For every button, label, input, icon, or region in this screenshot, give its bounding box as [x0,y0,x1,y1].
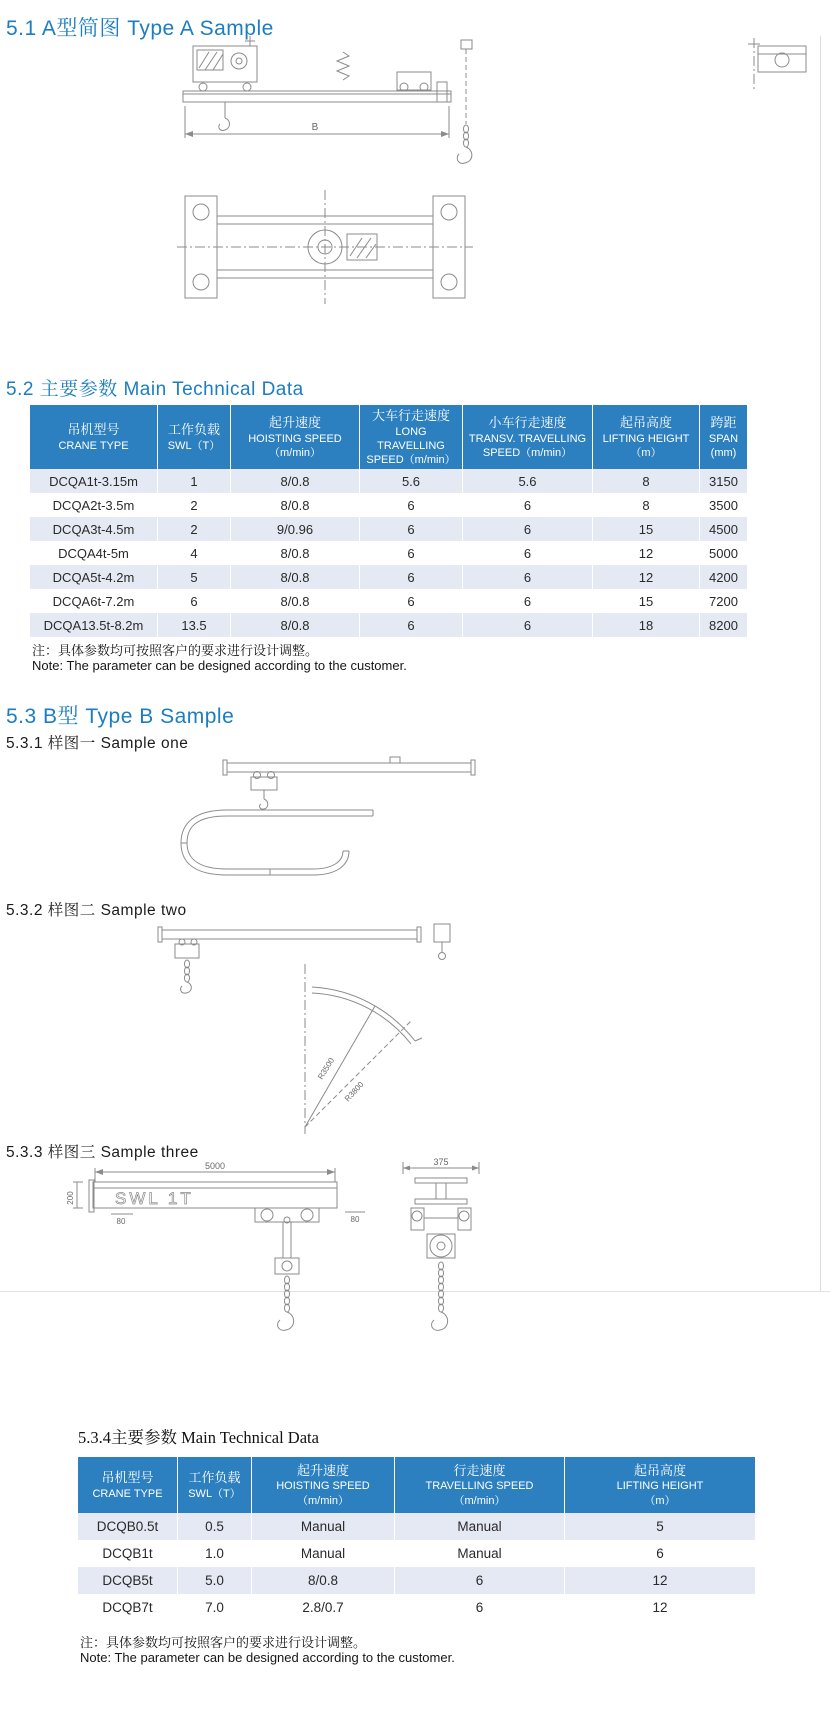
table-b-header [78,1457,755,1513]
col-header-lifting-height [565,1457,755,1513]
col-header-zh: 大车行走速度 [371,408,450,423]
table-cell: 15 [593,589,700,613]
col-header-en: TRAVELLING SPEED [425,1480,534,1493]
type-a-data-table [30,405,747,637]
col-header-unit: （m/min） [297,1494,349,1507]
col-header-unit: (mm) [710,446,737,459]
type-a-end-view-fragment [742,36,822,96]
table-cell: DCQA4t-5m [30,541,158,565]
table-cell: 6 [463,493,593,517]
table-row [78,1513,755,1540]
table-cell: 8/0.8 [231,469,360,493]
table-cell: 6 [395,1567,565,1594]
col-header-zh: 工作负载 [167,422,220,438]
table-cell: 8200 [700,613,747,637]
table-cell: 12 [593,541,700,565]
table-cell: 5 [158,565,231,589]
col-header-zh: 吊机型号 [101,1470,154,1486]
section-5-1-title: 5.1 A型简图 Type A Sample [6,17,274,40]
table-cell: DCQA6t-7.2m [30,589,158,613]
table-cell: 1.0 [178,1540,252,1567]
table-row [30,589,747,613]
table-row [30,469,747,493]
table-cell: 9/0.96 [231,517,360,541]
type-b-sample-one-drawing [165,755,485,885]
table-row [30,565,747,589]
section-5-3-2-title: 5.3.2 样图二 Sample two [6,902,187,919]
table-cell: Manual [395,1513,565,1540]
table-cell: 12 [565,1567,755,1594]
table-cell: 2 [158,493,231,517]
col-header-unit: （m） [630,446,662,459]
table-cell: 6 [360,493,463,517]
table-cell: 6 [360,517,463,541]
table-cell: DCQA1t-3.15m [30,469,158,493]
table-cell: 2.8/0.7 [252,1594,395,1621]
col-header-hoisting-speed [231,405,360,469]
col-header-en: HOISTING SPEED [248,432,342,445]
col-header-zh: 吊机型号 [67,422,120,438]
table-cell: 5.6 [463,469,593,493]
table-cell: 0.5 [178,1513,252,1540]
section-5-3-4-title: 5.3.4主要参数 Main Technical Data [78,1428,319,1447]
table-cell: 8/0.8 [231,493,360,517]
table-cell: 6 [360,541,463,565]
table-cell: 7.0 [178,1594,252,1621]
col-header-travelling-speed [395,1457,565,1513]
table-cell: 6 [360,565,463,589]
table-cell: 12 [593,565,700,589]
table-cell: 5.6 [360,469,463,493]
type-b-data-table [78,1457,755,1621]
dimension-label-200: 200 [66,1191,75,1205]
table-cell: 8 [593,469,700,493]
col-header-en: CRANE TYPE [92,1487,163,1500]
table-cell: 3150 [700,469,747,493]
col-header-crane-type [30,405,158,469]
type-a-data-table-wrap [30,405,747,637]
table-cell: 4200 [700,565,747,589]
table-cell: Manual [252,1513,395,1540]
swl-marking: SWL 1T [115,1189,194,1208]
table-cell: 6 [158,589,231,613]
table-cell: DCQA2t-3.5m [30,493,158,517]
table-cell: 8/0.8 [231,613,360,637]
table-cell: DCQB5t [78,1567,178,1594]
dimension-label-b: B [311,122,319,133]
table-cell: 8/0.8 [252,1567,395,1594]
type-a-front-elevation-drawing [175,34,475,169]
col-header-en: SWL（T） [188,1487,241,1500]
col-header-zh: 行走速度 [453,1462,506,1478]
radius-label-outer: R3800 [342,1079,366,1104]
table-cell: 6 [463,517,593,541]
type-b-sample-three-drawing [55,1158,495,1348]
table-cell: 6 [463,589,593,613]
table-cell: 6 [360,613,463,637]
page-right-border [820,36,821,1291]
table-cell: 7200 [700,589,747,613]
table-row [30,517,747,541]
table-b-note-en: Note: The parameter can be designed according to the customer. [80,1650,455,1665]
type-b-sample-two-drawing [90,922,470,1137]
type-b-data-table-wrap [78,1457,755,1621]
table-cell: 4 [158,541,231,565]
table-cell: DCQB1t [78,1540,178,1567]
table-cell: 6 [463,613,593,637]
table-cell: Manual [252,1540,395,1567]
table-cell: 8/0.8 [231,589,360,613]
table-cell: 15 [593,517,700,541]
col-header-long-travelling-speed [360,405,463,469]
table-cell: 4500 [700,517,747,541]
col-header-en: LIFTING HEIGHT [616,1480,704,1493]
dimension-label-80-right: 80 [350,1215,360,1224]
dimension-label-375: 375 [433,1158,449,1167]
table-row [30,613,747,637]
col-header-swl [158,405,231,469]
col-header-en: LIFTING HEIGHT [602,432,690,445]
table-a-note-en: Note: The parameter can be designed according to the customer. [32,658,407,673]
table-a-note-zh: 注：具体参数均可按照客户的要求进行设计调整。 [32,643,319,658]
section-5-3-title: 5.3 B型 Type B Sample [6,705,235,728]
table-cell: Manual [395,1540,565,1567]
type-a-plan-view-drawing [175,182,475,312]
table-cell: 6 [463,565,593,589]
table-cell: 13.5 [158,613,231,637]
col-header-swl [178,1457,252,1513]
col-header-lifting-height [593,405,700,469]
table-b-note-zh: 注：具体参数均可按照客户的要求进行设计调整。 [80,1635,367,1650]
col-header-span [700,405,747,469]
col-header-unit: SPEED（m/min） [366,454,456,467]
col-header-transv-travelling-speed [463,405,593,469]
table-cell: DCQA13.5t-8.2m [30,613,158,637]
col-header-crane-type [78,1457,178,1513]
radius-label-inner: R3500 [316,1056,337,1082]
col-header-en: CRANE TYPE [58,439,129,452]
table-cell: 6 [565,1540,755,1567]
table-cell: 12 [565,1594,755,1621]
table-row [30,493,747,517]
table-row [78,1567,755,1594]
table-cell: 5.0 [178,1567,252,1594]
table-cell: DCQA5t-4.2m [30,565,158,589]
table-cell: DCQB0.5t [78,1513,178,1540]
col-header-en: SWL（T） [167,439,221,452]
table-cell: 3500 [700,493,747,517]
col-header-hoisting-speed [252,1457,395,1513]
table-cell: DCQA3t-4.5m [30,517,158,541]
table-cell: 18 [593,613,700,637]
col-header-en: HOISTING SPEED [276,1480,370,1493]
dimension-label-80-left: 80 [116,1217,126,1226]
table-cell: 8/0.8 [231,541,360,565]
table-cell: DCQB7t [78,1594,178,1621]
section-5-2-title: 5.2 主要参数 Main Technical Data [6,379,304,400]
col-header-en: TRANSV. TRAVELLING [468,432,587,445]
table-cell: 5000 [700,541,747,565]
col-header-zh: 起升速度 [268,415,321,431]
table-cell: 6 [395,1594,565,1621]
table-row [78,1540,755,1567]
col-header-unit: SPEED（m/min） [482,446,573,459]
table-a-header [30,405,747,469]
table-cell: 1 [158,469,231,493]
col-header-zh: 跨距 [710,415,737,431]
table-cell: 6 [360,589,463,613]
col-header-zh: 小车行走速度 [488,415,567,431]
table-cell: 8 [593,493,700,517]
col-header-unit: （m） [644,1494,676,1507]
col-header-en: SPAN [708,432,739,445]
table-a-body [30,469,747,637]
table-cell: 8/0.8 [231,565,360,589]
col-header-unit: （m/min） [453,1494,506,1507]
table-row [78,1594,755,1621]
col-header-unit: （m/min） [269,446,321,459]
col-header-zh: 工作负载 [188,1470,241,1486]
section-5-3-3-title: 5.3.3 样图三 Sample three [6,1144,199,1161]
dimension-label-5000: 5000 [204,1161,226,1171]
col-header-zh: 起吊高度 [619,415,672,431]
table-row [30,541,747,565]
col-header-en: LONG TRAVELLING [377,425,445,452]
table-cell: 2 [158,517,231,541]
table-cell: 6 [463,541,593,565]
section-5-3-1-title: 5.3.1 样图一 Sample one [6,735,189,752]
table-b-body [78,1513,755,1621]
col-header-zh: 起吊高度 [633,1462,686,1478]
table-cell: 5 [565,1513,755,1540]
col-header-zh: 起升速度 [296,1462,349,1478]
